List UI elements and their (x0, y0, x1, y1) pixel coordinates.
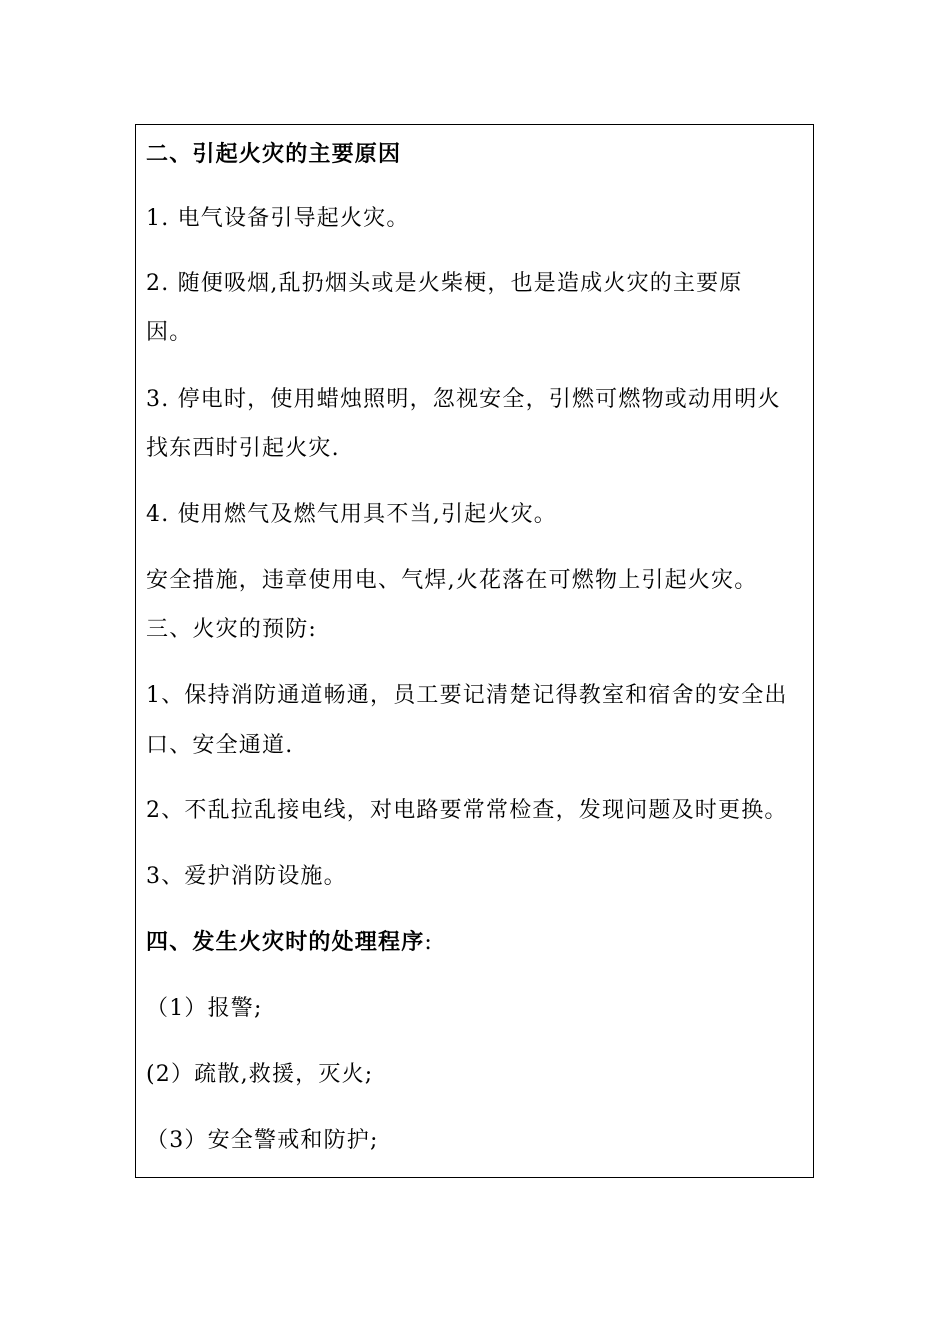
section4-heading-row (146, 927, 808, 958)
section3-item3: 3、爱护消防设施。 (146, 864, 347, 889)
section4-step3: （3）安全警戒和防护; (146, 1128, 379, 1153)
section4-step2: (2）疏散,救援，灭火; (146, 1062, 374, 1087)
section4-heading-colon: : (424, 930, 434, 955)
section2-item4: 4. 使用燃气及燃气用具不当,引起火灾。 (146, 502, 557, 527)
section4-step1: （1）报警; (146, 996, 263, 1021)
section2-note: 安全措施，违章使用电、气焊,火花落在可燃物上引起火灾。 (146, 568, 758, 593)
section3-item1-line2: 口、安全通道. (146, 733, 294, 758)
section2-item1: 1. 电气设备引导起火灾。 (146, 206, 410, 231)
section3-item1-line1: 1、保持消防通道畅通，员工要记清楚记得教室和宿舍的安全出 (146, 683, 788, 708)
section3-item2: 2、不乱拉乱接电线，对电路要常常检查，发现问题及时更换。 (146, 798, 788, 823)
section2-item2-line1: 2. 随便吸烟,乱扔烟头或是火柴梗，也是造成火灾的主要原 (146, 271, 743, 296)
section3-heading: 三、火灾的预防: (146, 617, 318, 642)
section2-heading: 二、引起火灾的主要原因 (146, 141, 402, 167)
section2-item3-line1: 3. 停电时，使用蜡烛照明，忽视安全，引燃可燃物或动用明火 (146, 387, 781, 412)
section2-item3-line2: 找东西时引起火灾. (146, 436, 340, 461)
section2-item2-line2: 因。 (146, 320, 193, 345)
section4-heading: 四、发生火灾时的处理程序 (146, 929, 425, 955)
